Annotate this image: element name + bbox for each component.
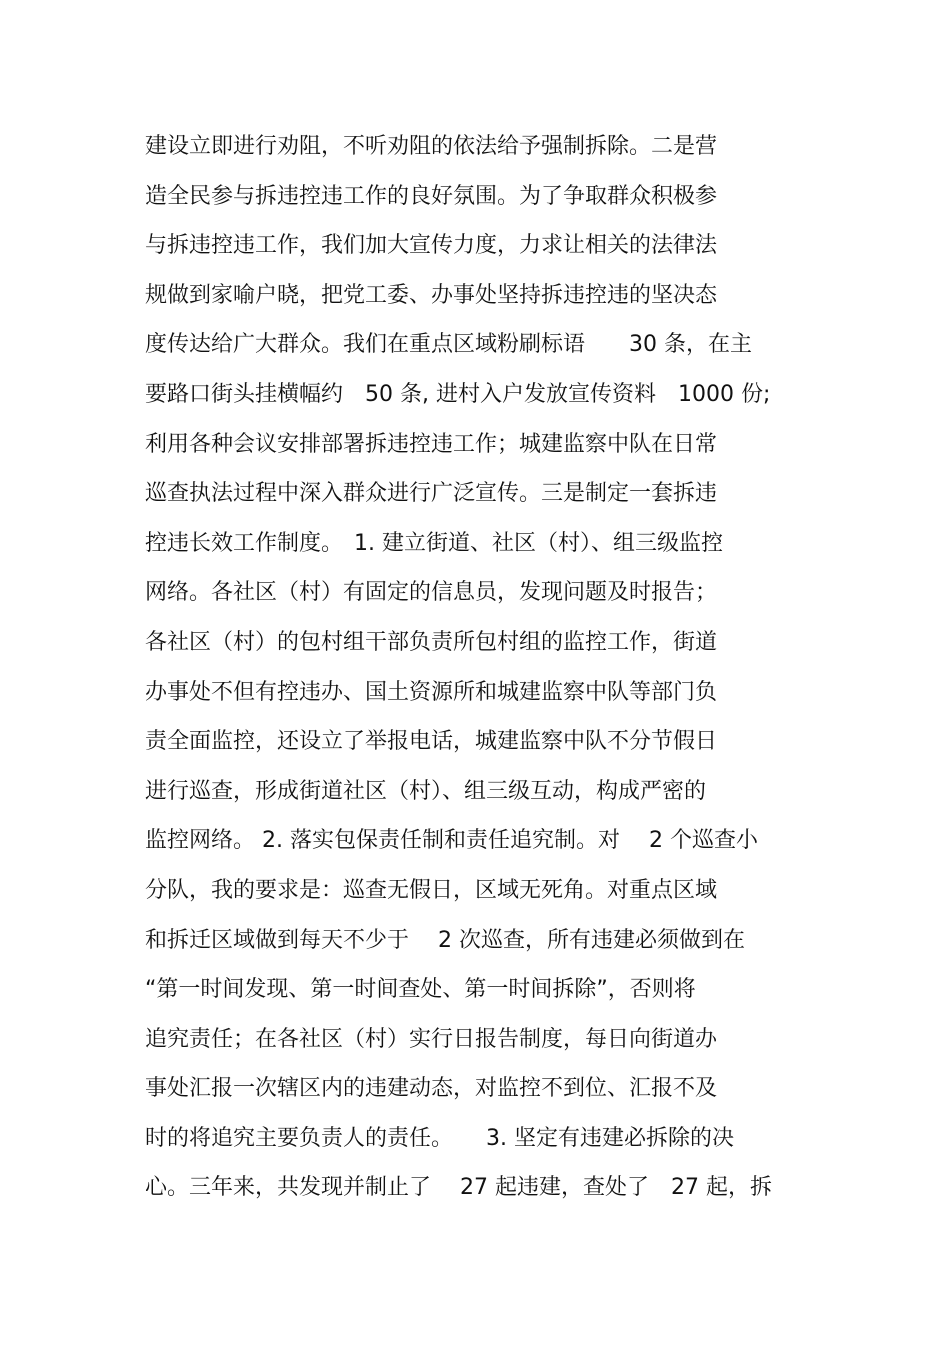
text-line: “第一时间发现、第一时间查处、第一时间拆除”，否则将 — [145, 977, 696, 1003]
text-line: 办事处不但有控违办、国土资源所和城建监察中队等部门负 — [145, 679, 718, 705]
body-text — [145, 122, 825, 1213]
text-line: 与拆违控违工作，我们加大宣传力度，力求让相关的法律法 — [145, 233, 718, 259]
text-line: 规做到家喻户晓，把党工委、办事处坚持拆违控违的坚决态 — [145, 282, 718, 308]
text-line: 巡查执法过程中深入群众进行广泛宣传。三是制定一套拆违 — [145, 481, 718, 507]
text-line: 事处汇报一次辖区内的违建动态，对监控不到位、汇报不及 — [145, 1076, 718, 1102]
text-line: 追究责任；在各社区（村）实行日报告制度，每日向街道办 — [145, 1026, 718, 1052]
text-line: 监控网络。 2. 落实包保责任制和责任追究制。对 2 个巡查小 — [145, 828, 758, 854]
text-line: 和拆迁区域做到每天不少于 2 次巡查，所有违建必须做到在 — [145, 927, 745, 953]
text-line: 造全民参与拆违控违工作的良好氛围。为了争取群众积极参 — [145, 183, 718, 209]
text-line: 建设立即进行劝阻，不听劝阻的依法给予强制拆除。二是营 — [145, 134, 718, 159]
text-line: 心。三年来，共发现并制止了 27 起违建，查处了 27 起，拆 — [145, 1175, 772, 1201]
text-line: 时的将追究主要负责人的责任。 3. 坚定有违建必拆除的决 — [145, 1125, 734, 1151]
text-line: 进行巡查，形成街道社区（村）、组三级互动，构成严密的 — [145, 778, 707, 804]
text-line: 控违长效工作制度。 1. 建立街道、社区（村）、组三级监控 — [145, 530, 723, 556]
text-line: 责全面监控，还设立了举报电话，城建监察中队不分节假日 — [145, 729, 718, 755]
text-line: 网络。各社区（村）有固定的信息员，发现问题及时报告； — [145, 580, 718, 606]
text-line: 要路口街头挂横幅约 50 条, 进村入户发放宣传资料 1000 份; — [145, 381, 771, 407]
text-line: 各社区（村）的包村组干部负责所包村组的监控工作，街道 — [145, 629, 718, 655]
text-line: 利用各种会议安排部署拆违控违工作；城建监察中队在日常 — [145, 431, 718, 457]
text-line: 度传达给广大群众。我们在重点区域粉刷标语 30 条，在主 — [145, 332, 752, 358]
text-line: 分队，我的要求是：巡查无假日，区域无死角。对重点区域 — [145, 877, 718, 903]
